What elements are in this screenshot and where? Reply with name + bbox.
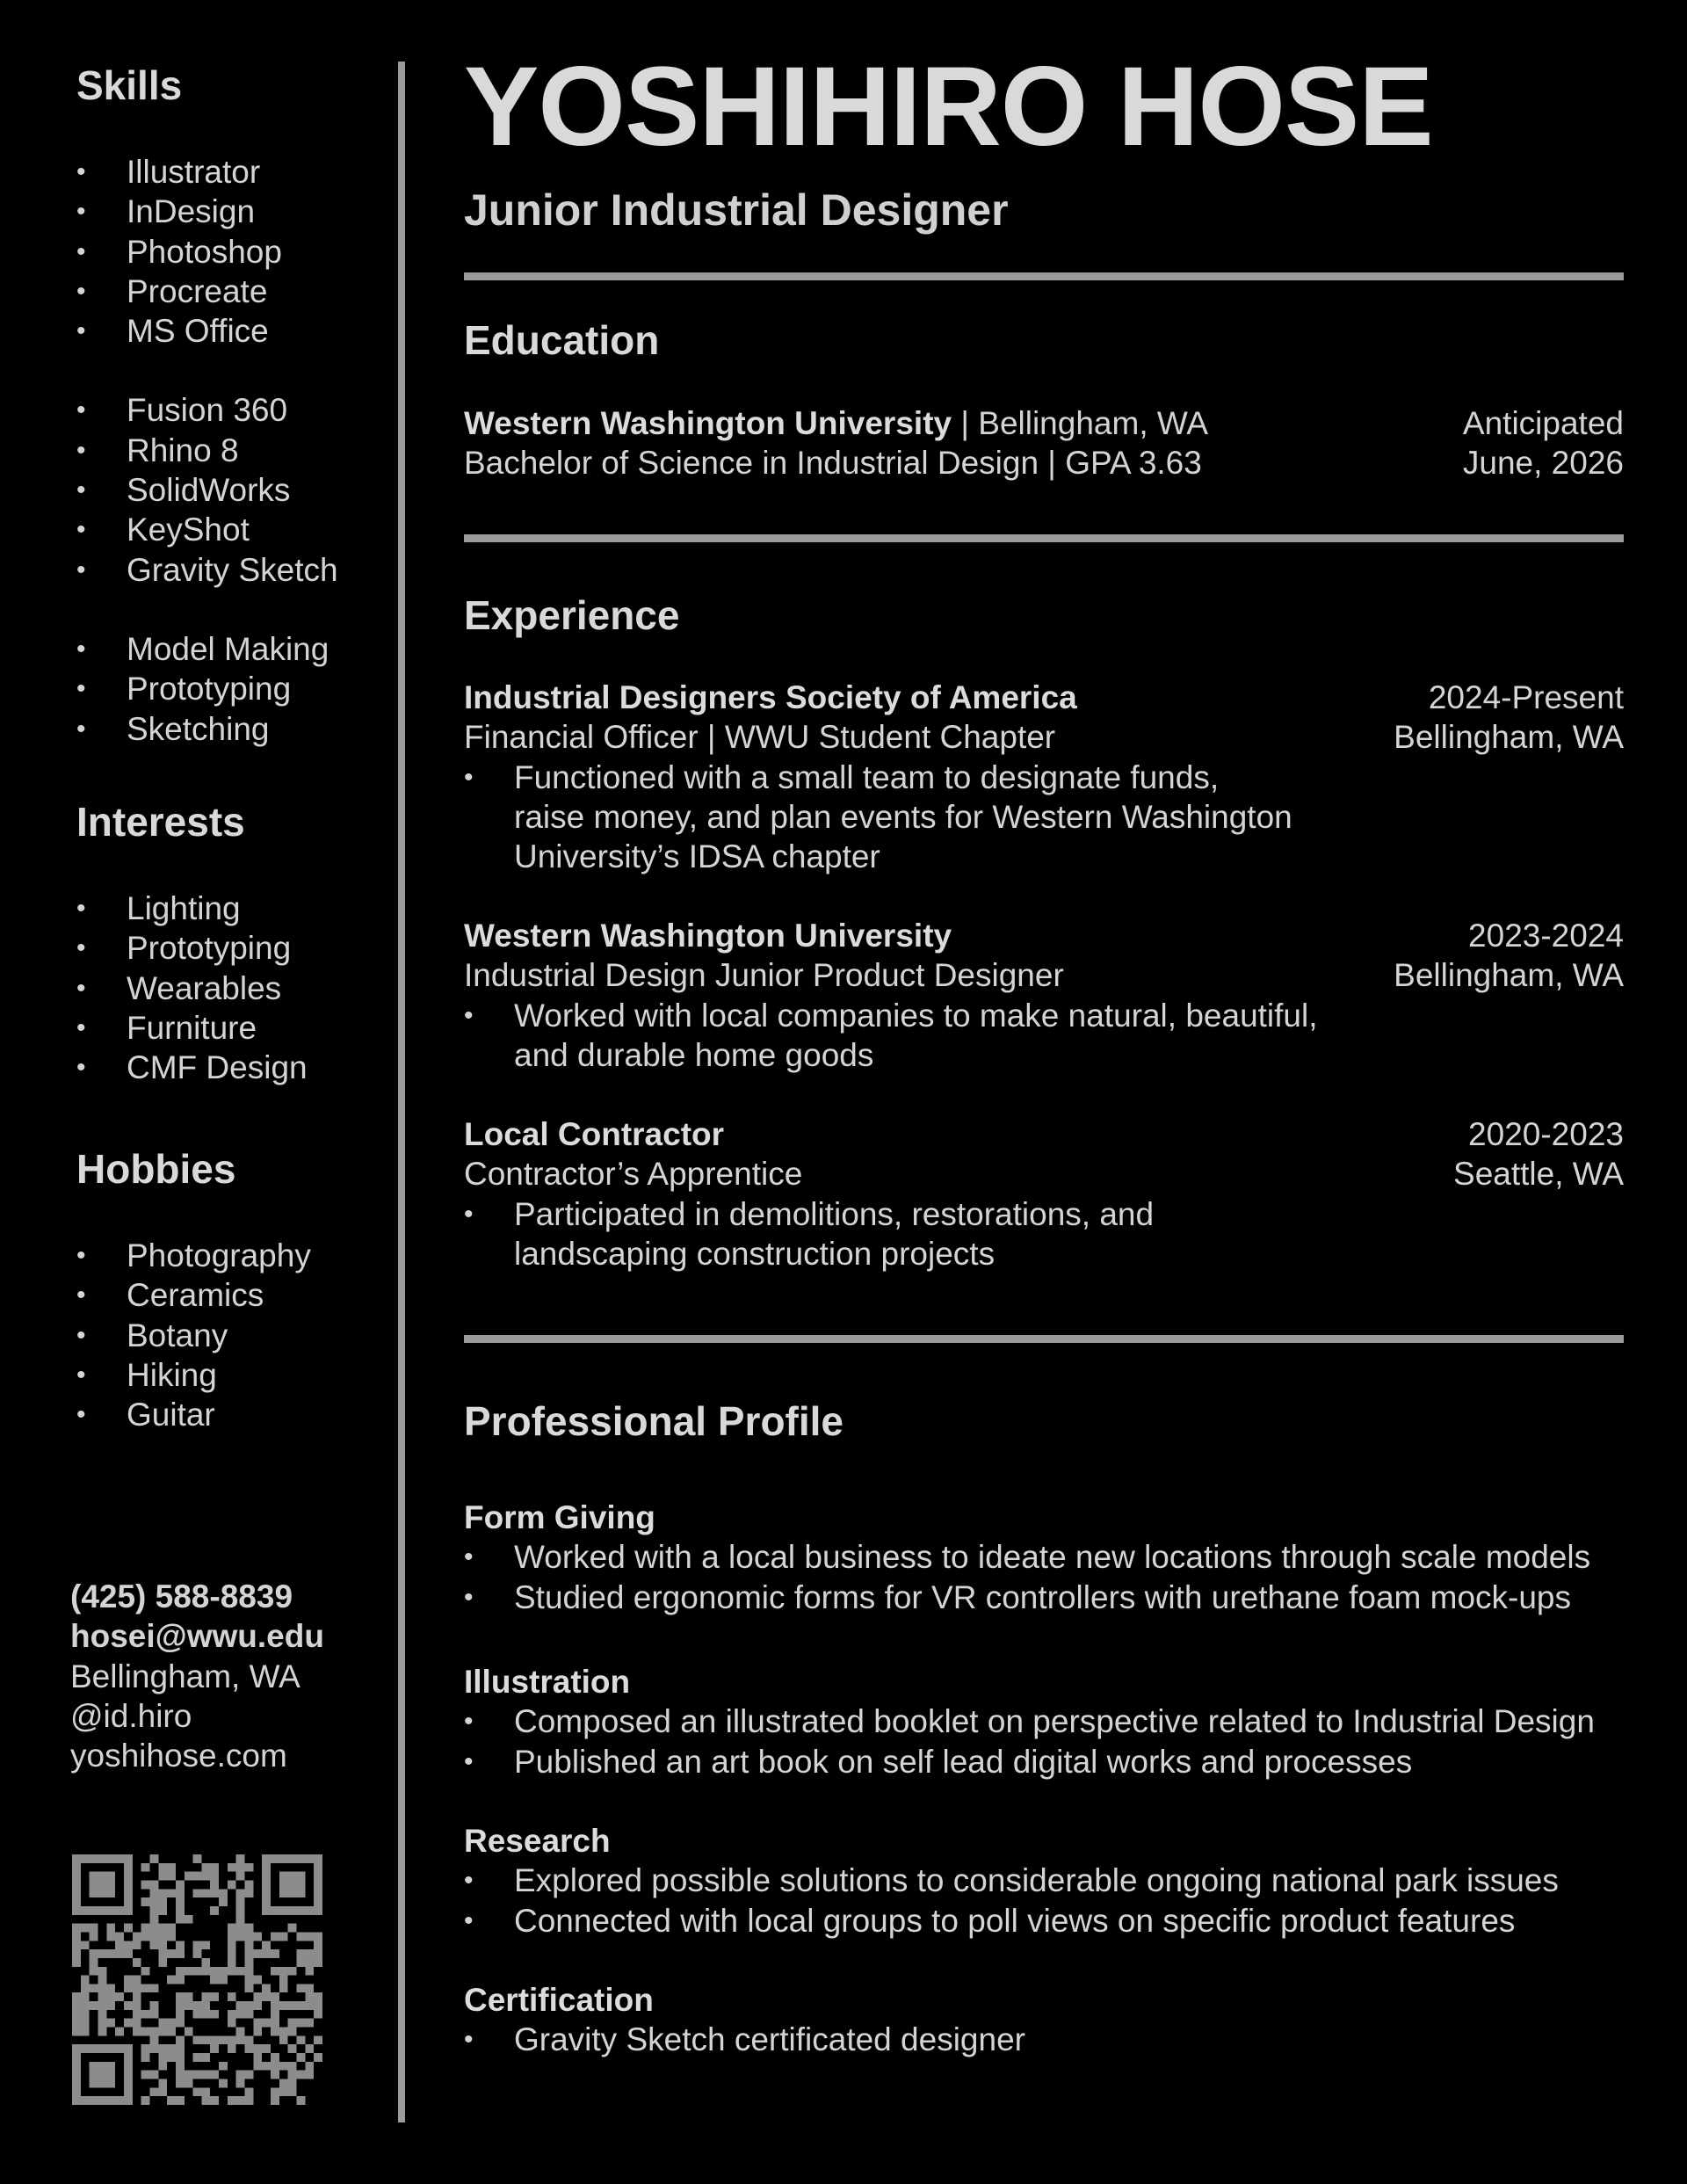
section-divider xyxy=(464,1335,1624,1343)
list-item: • Furniture xyxy=(76,1008,366,1048)
list-item: • InDesign xyxy=(76,192,366,231)
list-item: • Wearables xyxy=(76,969,366,1008)
list-item: • SolidWorks xyxy=(76,470,366,510)
entry-header xyxy=(464,678,1624,717)
bullet-item: • Connected with local groups to poll views on specific product features xyxy=(464,1902,1516,1939)
list-item: • Lighting xyxy=(76,889,366,928)
bullet-item: • Studied ergonomic forms for VR controllers with urethane foam mock-ups xyxy=(464,1578,1572,1615)
bullet-item: • Worked with local companies to make natural, beautiful, xyxy=(464,997,1318,1034)
org-name: Industrial Designers Society of America xyxy=(464,679,1077,715)
bullet-item: • Gravity Sketch certificated designer xyxy=(464,2021,1025,2058)
list-item: • Prototyping xyxy=(76,928,366,968)
org-name: Western Washington University xyxy=(464,918,952,954)
org-name: Local Contractor xyxy=(464,1116,725,1152)
list-item: • Fusion 360 xyxy=(76,390,366,430)
list-item: • Rhino 8 xyxy=(76,431,366,470)
experience-heading: Experience xyxy=(464,592,680,638)
social-handle[interactable]: @id.hiro xyxy=(70,1697,192,1734)
profile-group-title: Research xyxy=(464,1823,611,1859)
entry-header xyxy=(464,916,1624,955)
job-dates: 2023-2024 xyxy=(1468,918,1624,954)
job-location: Bellingham, WA xyxy=(1394,719,1624,756)
bullet-item-continued: landscaping construction projects xyxy=(514,1235,996,1272)
profile-group-title: Certification xyxy=(464,1982,654,2018)
list-item: • Guitar xyxy=(76,1395,366,1434)
section-divider xyxy=(464,534,1624,542)
education-date-2: June, 2026 xyxy=(1462,445,1624,482)
list-item: • Botany xyxy=(76,1316,366,1355)
interests-heading: Interests xyxy=(76,799,245,845)
page-title: YOSHIHIRO HOSE xyxy=(464,44,1433,170)
interests-list xyxy=(76,889,366,1087)
profile-heading: Professional Profile xyxy=(464,1398,844,1444)
contact-block xyxy=(70,1577,324,1775)
education-entry xyxy=(464,403,1624,483)
profile-group-title: Illustration xyxy=(464,1664,631,1700)
entry-subheader xyxy=(464,1154,1624,1194)
school-location: | Bellingham, WA xyxy=(952,405,1209,441)
job-location: Bellingham, WA xyxy=(1394,957,1624,994)
position-title: Financial Officer | WWU Student Chapter xyxy=(464,719,1056,756)
list-item: • Illustrator xyxy=(76,152,366,192)
skills-list xyxy=(76,152,366,749)
bullet-item: • Worked with a local business to ideate new locations through scale models xyxy=(464,1539,1591,1576)
hobbies-heading: Hobbies xyxy=(76,1146,236,1192)
list-item: • Ceramics xyxy=(76,1275,366,1315)
list-item: • Procreate xyxy=(76,272,366,311)
list-item: • KeyShot xyxy=(76,510,366,549)
education-school-line xyxy=(464,403,1624,443)
skills-heading: Skills xyxy=(76,62,183,108)
job-location: Seattle, WA xyxy=(1453,1156,1624,1193)
school-name: Western Washington University xyxy=(464,405,952,441)
profile-group xyxy=(464,1821,1624,1941)
education-date-1: Anticipated xyxy=(1462,405,1624,441)
entry-header xyxy=(464,1114,1624,1154)
experience-entry xyxy=(464,678,1624,876)
profile-group xyxy=(464,1498,1624,1617)
contact-location: Bellingham, WA xyxy=(70,1658,300,1694)
profile-group-title: Form Giving xyxy=(464,1499,655,1535)
position-title: Contractor’s Apprentice xyxy=(464,1156,803,1193)
list-item: • MS Office xyxy=(76,311,366,351)
education-heading: Education xyxy=(464,317,660,363)
list-item: • Gravity Sketch xyxy=(76,550,366,590)
list-item: • Sketching xyxy=(76,709,366,749)
phone-number[interactable]: (425) 588-8839 xyxy=(70,1578,293,1614)
bullet-item: • Composed an illustrated booklet on perspective related to Industrial Design xyxy=(464,1703,1595,1740)
job-title: Junior Industrial Designer xyxy=(464,185,1009,235)
bullet-item-continued: University’s IDSA chapter xyxy=(514,838,880,875)
list-item: • Prototyping xyxy=(76,669,366,708)
position-title: Industrial Design Junior Product Designer xyxy=(464,957,1064,994)
bullet-item-continued: and durable home goods xyxy=(514,1036,874,1073)
list-item: • CMF Design xyxy=(76,1048,366,1087)
degree: Bachelor of Science in Industrial Design | GPA 3.63 xyxy=(464,445,1202,482)
hobbies-list xyxy=(76,1236,366,1434)
bullet-item: • Explored possible solutions to considerable ongoing national park issues xyxy=(464,1862,1559,1899)
entry-subheader xyxy=(464,955,1624,995)
bullet-item: • Functioned with a small team to designate funds, xyxy=(464,758,1220,795)
profile-group xyxy=(464,1980,1624,2060)
list-item: • Model Making xyxy=(76,629,366,669)
email-link[interactable]: hosei@wwu.edu xyxy=(70,1618,324,1655)
sidebar xyxy=(0,0,387,2184)
experience-entry xyxy=(464,1114,1624,1273)
experience-entry xyxy=(464,916,1624,1075)
bullet-item-continued: raise money, and plan events for Western Washington xyxy=(514,798,1292,835)
list-item: • Hiking xyxy=(76,1355,366,1395)
entry-subheader xyxy=(464,717,1624,757)
list-item: • Photoshop xyxy=(76,232,366,272)
profile-group xyxy=(464,1662,1624,1781)
job-dates: 2024-Present xyxy=(1428,679,1624,715)
education-degree-line xyxy=(464,443,1624,483)
list-item: • Photography xyxy=(76,1236,366,1275)
qr-code-icon xyxy=(72,1854,322,2105)
bullet-item: • Participated in demolitions, restorations, and xyxy=(464,1195,1155,1232)
job-dates: 2020-2023 xyxy=(1468,1116,1624,1152)
bullet-item: • Published an art book on self lead digital works and processes xyxy=(464,1743,1413,1780)
website-link[interactable]: yoshihose.com xyxy=(70,1738,287,1774)
section-divider xyxy=(464,272,1624,280)
vertical-divider xyxy=(398,62,405,2122)
